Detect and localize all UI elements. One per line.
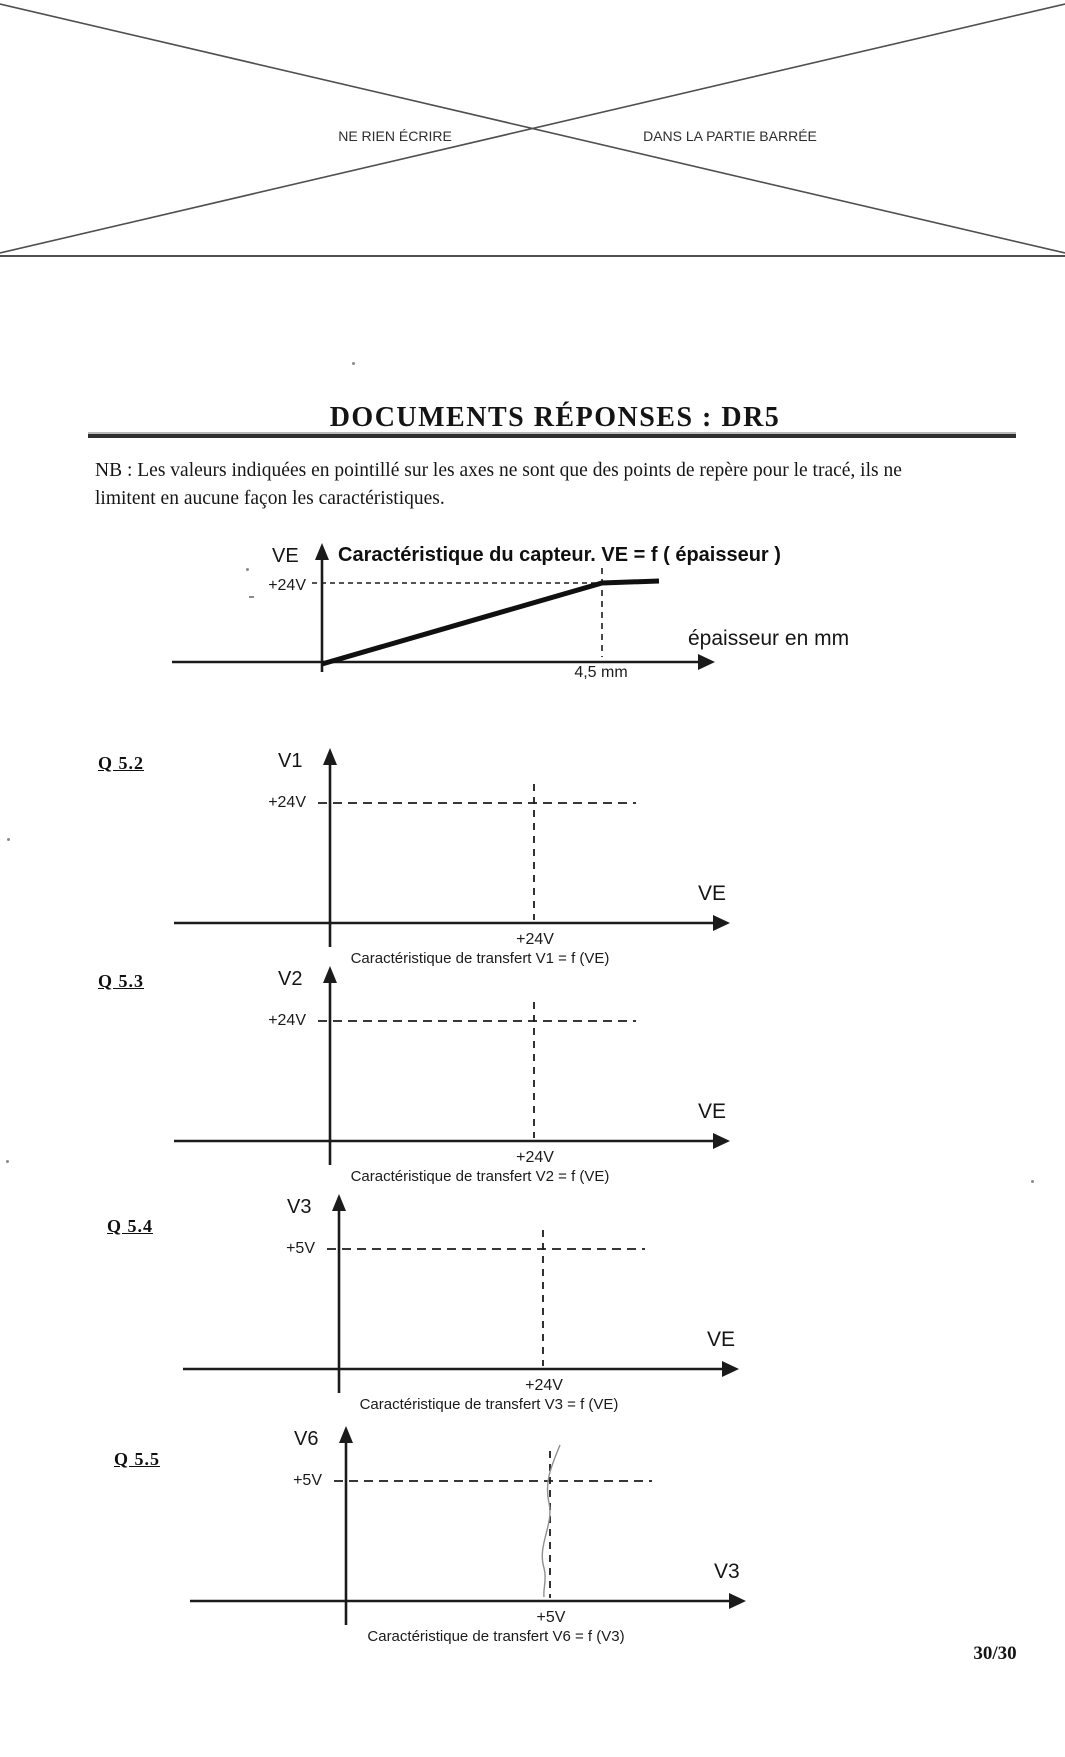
graph-y-tick: +5V (293, 1472, 322, 1489)
graph-caption: Caractéristique de transfert V6 = f (V3) (367, 1628, 625, 1645)
page-number: 30/30 (973, 1643, 1017, 1664)
x-axis-arrowhead (729, 1593, 746, 1609)
x-axis-arrowhead (713, 1133, 730, 1149)
scan-speck (1031, 1180, 1034, 1183)
x-axis-arrowhead (698, 654, 715, 670)
question-label: Q 5.3 (98, 971, 145, 991)
scan-speck (352, 362, 355, 365)
sensor-curve (322, 581, 659, 664)
graph-x-axis-label: VE (698, 882, 727, 905)
question-label: Q 5.2 (98, 753, 145, 773)
sensor-axes-svg (140, 535, 880, 695)
graph-caption: Caractéristique de transfert V3 = f (VE) (359, 1396, 619, 1413)
barred-area (0, 0, 1065, 258)
x-axis-arrowhead (722, 1361, 739, 1377)
note-line-1: NB : Les valeurs indiquées en pointillé sur les axes ne sont que des points de repère pour le tracé, ils ne (95, 460, 902, 481)
y-axis-arrowhead (323, 966, 337, 983)
y-axis-arrowhead (315, 543, 329, 560)
graph-x-axis-label: V3 (714, 1560, 740, 1583)
y-axis-arrowhead (332, 1194, 346, 1211)
graph-axes-svg (101, 1423, 761, 1658)
graph-y-tick: +5V (286, 1240, 315, 1257)
graph-x-tick: +24V (525, 1377, 563, 1394)
graph-x-tick: +24V (516, 931, 554, 948)
barred-right-text: DANS LA PARTIE BARRÉE (643, 128, 817, 144)
graph-y-axis-label: V6 (294, 1428, 319, 1450)
sensor-x-tick: 4,5 mm (574, 664, 628, 681)
barred-lines-svg (0, 0, 1065, 258)
question-label: Q 5.5 (114, 1449, 161, 1469)
graph-x-axis-label: VE (707, 1328, 736, 1351)
graph-caption: Caractéristique de transfert V2 = f (VE) (350, 1168, 610, 1185)
page-title: DOCUMENTS RÉPONSES : DR5 (329, 402, 781, 433)
graph-axes-svg (94, 1191, 754, 1426)
pencil-curve (542, 1445, 560, 1597)
graph-axes-svg (85, 745, 745, 980)
graph-y-axis-label: V2 (278, 968, 303, 990)
barred-left-text: NE RIEN ÉCRIRE (338, 128, 452, 144)
title-underline (88, 434, 1016, 438)
graph-y-tick: +24V (268, 794, 306, 811)
scan-speck (246, 568, 249, 571)
graph-axes-svg (85, 963, 745, 1198)
graph-y-tick: +24V (268, 1012, 306, 1029)
note-text (95, 460, 902, 510)
scan-speck (249, 596, 254, 598)
graph-x-axis-label: VE (698, 1100, 727, 1123)
scan-speck (7, 838, 10, 841)
note-line-2: limitent en aucune façon les caractéristiques. (95, 488, 445, 509)
graph-x-tick: +24V (516, 1149, 554, 1166)
scan-speck (6, 1160, 9, 1163)
graph-y-axis-label: V3 (287, 1196, 312, 1218)
graph-caption: Caractéristique de transfert V1 = f (VE) (350, 950, 610, 967)
sensor-x-axis-label: épaisseur en mm (688, 627, 850, 650)
question-label: Q 5.4 (107, 1216, 154, 1236)
sensor-chart-title: Caractéristique du capteur. VE = f ( épaisseur ) (338, 544, 781, 566)
x-axis-arrowhead (713, 915, 730, 931)
sensor-y-tick: +24V (268, 577, 306, 594)
sensor-y-axis-label: VE (272, 545, 299, 567)
y-axis-arrowhead (339, 1426, 353, 1443)
graph-x-tick: +5V (536, 1609, 566, 1626)
y-axis-arrowhead (323, 748, 337, 765)
graph-y-axis-label: V1 (278, 750, 303, 772)
